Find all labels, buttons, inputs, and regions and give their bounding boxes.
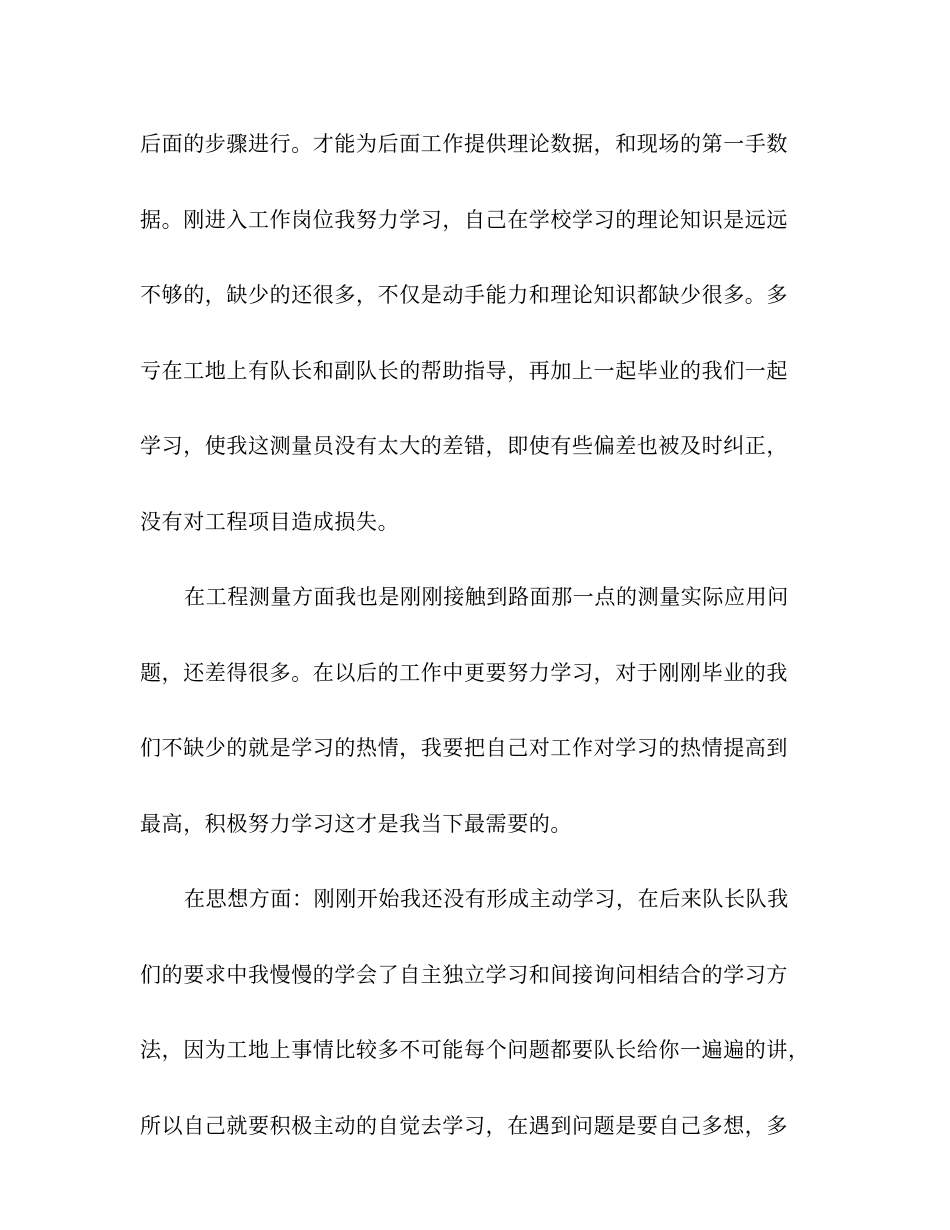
text-line-12: 们的要求中我慢慢的学会了自主独立学习和间接询问相结合的学习方 [140,962,788,987]
text-line-13: 法，因为工地上事情比较多不可能每个问题都要队长给你一遍遍的讲， [140,1038,810,1062]
text-line-5: 学习，使我这测量员没有太大的差错，即使有些偏差也被及时纠正， [140,434,788,458]
text-line-6: 没有对工程项目造成损失。 [140,509,400,534]
text-line-7: 在工程测量方面我也是刚刚接触到路面那一点的测量实际应用问 [184,585,789,609]
text-line-14: 所以自己就要积极主动的自觉去学习，在遇到问题是要自己多想，多 [140,1113,788,1138]
text-line-4: 亏在工地上有队长和副队长的帮助指导，再加上一起毕业的我们一起 [140,358,788,383]
text-line-11: 在思想方面：刚刚开始我还没有形成主动学习，在后来队长队我 [184,887,789,911]
text-line-2: 据。刚进入工作岗位我努力学习，自己在学校学习的理论知识是远远 [140,207,788,232]
text-line-3: 不够的，缺少的还很多，不仅是动手能力和理论知识都缺少很多。多 [140,283,788,307]
text-line-1: 后面的步骤进行。才能为后面工作提供理论数据，和现场的第一手数 [140,132,788,156]
text-line-10: 最高，积极努力学习这才是我当下最需要的。 [140,811,572,836]
text-line-9: 们不缺少的就是学习的热情，我要把自己对工作对学习的热情提高到 [140,736,788,760]
document-body [140,118,810,1175]
text-line-8: 题，还差得很多。在以后的工作中更要努力学习，对于刚刚毕业的我 [140,660,788,685]
